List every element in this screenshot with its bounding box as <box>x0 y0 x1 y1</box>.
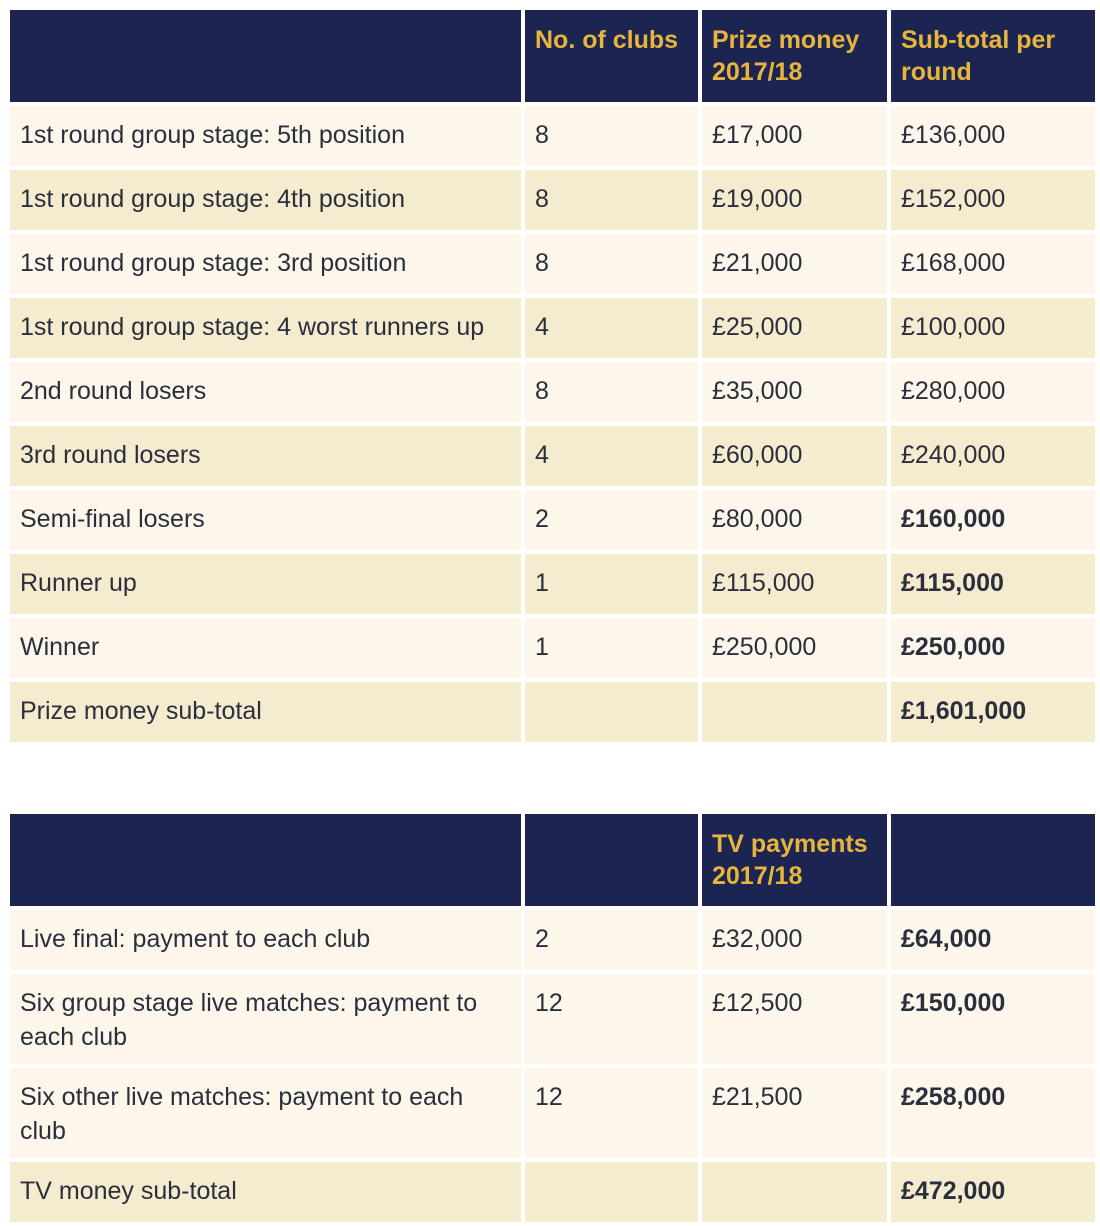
total-row <box>10 682 1095 742</box>
row-label: 1st round group stage: 3rd position <box>10 234 521 294</box>
row-subtotal: £150,000 <box>891 974 1095 1064</box>
table-row <box>10 1068 1095 1158</box>
row-subtotal: £168,000 <box>891 234 1095 294</box>
row-subtotal: £64,000 <box>891 910 1095 970</box>
row-clubs: 12 <box>525 1068 698 1158</box>
row-label: Live final: payment to each club <box>10 910 521 970</box>
total-row <box>10 1162 1095 1222</box>
row-label: Runner up <box>10 554 521 614</box>
header-cell-clubs <box>525 814 698 906</box>
row-clubs: 8 <box>525 234 698 294</box>
header-cell-prize: Prize money 2017/18 <box>702 10 887 102</box>
header-cell-clubs: No. of clubs <box>525 10 698 102</box>
total-prize-empty <box>702 1162 887 1222</box>
total-clubs-empty <box>525 1162 698 1222</box>
row-clubs: 8 <box>525 362 698 422</box>
tv-payments-table <box>6 810 1099 1226</box>
row-subtotal: £152,000 <box>891 170 1095 230</box>
row-subtotal: £250,000 <box>891 618 1095 678</box>
row-clubs: 2 <box>525 910 698 970</box>
header-cell-subtotal: Sub-total per round <box>891 10 1095 102</box>
row-prize: £12,500 <box>702 974 887 1064</box>
table-row <box>10 910 1095 970</box>
row-prize: £19,000 <box>702 170 887 230</box>
table-row <box>10 362 1095 422</box>
row-prize: £25,000 <box>702 298 887 358</box>
row-label: 2nd round losers <box>10 362 521 422</box>
table-row <box>10 106 1095 166</box>
prize-money-table <box>6 6 1099 746</box>
total-clubs-empty <box>525 682 698 742</box>
table-row <box>10 490 1095 550</box>
row-subtotal: £258,000 <box>891 1068 1095 1158</box>
header-row <box>10 814 1095 906</box>
row-clubs: 8 <box>525 106 698 166</box>
row-clubs: 8 <box>525 170 698 230</box>
total-subtotal: £472,000 <box>891 1162 1095 1222</box>
row-subtotal: £240,000 <box>891 426 1095 486</box>
total-label: TV money sub-total <box>10 1162 521 1222</box>
header-cell-label <box>10 10 521 102</box>
row-label: 1st round group stage: 4th position <box>10 170 521 230</box>
row-clubs: 12 <box>525 974 698 1064</box>
row-prize: £115,000 <box>702 554 887 614</box>
row-subtotal: £115,000 <box>891 554 1095 614</box>
row-label: 3rd round losers <box>10 426 521 486</box>
row-prize: £32,000 <box>702 910 887 970</box>
row-clubs: 1 <box>525 618 698 678</box>
row-label: 1st round group stage: 5th position <box>10 106 521 166</box>
row-prize: £17,000 <box>702 106 887 166</box>
header-row <box>10 10 1095 102</box>
header-cell-label <box>10 814 521 906</box>
table-row <box>10 974 1095 1064</box>
table-row <box>10 298 1095 358</box>
row-clubs: 2 <box>525 490 698 550</box>
header-cell-subtotal <box>891 814 1095 906</box>
table-row <box>10 426 1095 486</box>
row-prize: £35,000 <box>702 362 887 422</box>
total-prize-empty <box>702 682 887 742</box>
row-prize: £250,000 <box>702 618 887 678</box>
header-cell-tv-payments: TV payments 2017/18 <box>702 814 887 906</box>
row-prize: £60,000 <box>702 426 887 486</box>
row-prize: £80,000 <box>702 490 887 550</box>
total-label: Prize money sub-total <box>10 682 521 742</box>
row-label: 1st round group stage: 4 worst runners up <box>10 298 521 358</box>
row-prize: £21,500 <box>702 1068 887 1158</box>
table-row <box>10 618 1095 678</box>
row-label: Six group stage live matches: payment to each club <box>10 974 521 1064</box>
table-row <box>10 170 1095 230</box>
row-subtotal: £160,000 <box>891 490 1095 550</box>
table-row <box>10 234 1095 294</box>
row-subtotal: £100,000 <box>891 298 1095 358</box>
table-row <box>10 554 1095 614</box>
row-label: Six other live matches: payment to each club <box>10 1068 521 1158</box>
row-subtotal: £280,000 <box>891 362 1095 422</box>
row-prize: £21,000 <box>702 234 887 294</box>
row-clubs: 4 <box>525 298 698 358</box>
row-subtotal: £136,000 <box>891 106 1095 166</box>
total-subtotal: £1,601,000 <box>891 682 1095 742</box>
row-clubs: 4 <box>525 426 698 486</box>
row-label: Semi-final losers <box>10 490 521 550</box>
row-label: Winner <box>10 618 521 678</box>
row-clubs: 1 <box>525 554 698 614</box>
